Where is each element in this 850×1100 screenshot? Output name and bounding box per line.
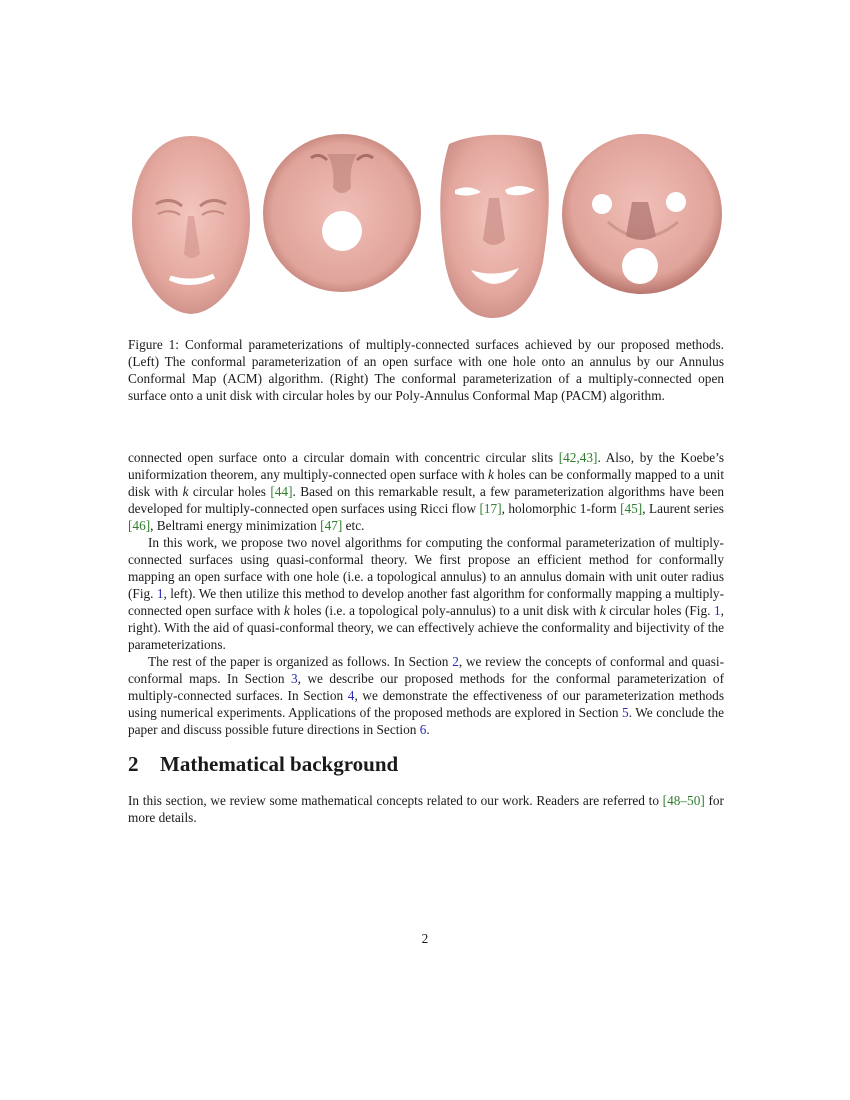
- text-run: for more details.: [128, 793, 724, 825]
- citation-link[interactable]: [17]: [479, 501, 502, 516]
- page-number: 2: [421, 931, 429, 946]
- face-surface-one-hole-image: [128, 132, 254, 316]
- figure-ref-link[interactable]: 1: [714, 603, 721, 618]
- citation-link[interactable]: [48–50]: [662, 793, 705, 808]
- figure-ref-link[interactable]: 1: [156, 586, 164, 601]
- text-run: The rest of the paper is organized as follows. In Section: [148, 654, 453, 669]
- text-run: . Also, by the Koebe’s uniformization theorem, any multiply-connected open surface with: [128, 450, 724, 482]
- text-run: etc.: [342, 518, 365, 533]
- citation-link[interactable]: [47]: [320, 518, 343, 533]
- citation-link[interactable]: [42,: [558, 450, 580, 465]
- text-run: In this work, we propose two novel algorithms for computing the conformal parameterization of multiply-connected surfaces using quasi-conformal theory. We first propose an efficient method for conformally mapping an open surface with one hole (i.e. a topological annulus) to an annulus domain with unit outer radius (Fig.: [128, 535, 724, 601]
- face-surface-multiple-holes-image: [435, 132, 553, 320]
- citation-link[interactable]: [45]: [620, 501, 643, 516]
- figure-1: [128, 132, 724, 320]
- paragraph-3: [128, 653, 724, 738]
- citation-link[interactable]: [44]: [270, 484, 293, 499]
- citation-link[interactable]: 43]: [579, 450, 598, 465]
- text-run: , we describe our proposed methods for the conformal parameterization of multiply-connected surfaces. In Section: [128, 671, 724, 703]
- poly-annulus-map-image: [560, 132, 724, 296]
- text-run: , Laurent series: [642, 501, 724, 516]
- text-run: , right). With the aid of quasi-conformal theory, we can effectively achieve the conformality and bijectivity of the parameterizations.: [128, 603, 724, 652]
- text-run: holes can be conformally mapped to a unit disk with: [128, 467, 725, 499]
- figure-caption: [128, 336, 724, 404]
- figure-caption-text: Conformal parameterizations of multiply-connected surfaces achieved by our proposed methods. (Left) The conformal parameterization of an open surface with one hole onto an annulus by our Annulus Conformal Map (ACM) algorithm. (Right) The conformal parameterization of a multiply-connected open surface onto a unit disk with circular holes by our Poly-Annulus Conformal Map (PACM) algorithm.: [128, 337, 724, 403]
- section-ref-link[interactable]: 5: [622, 705, 629, 720]
- text-run: , left). We then utilize this method to develop another fast algorithm for conformally mapping a multiply-connected open surface with: [128, 586, 724, 618]
- citation-link[interactable]: [46]: [128, 518, 151, 533]
- math-variable: k: [182, 484, 189, 499]
- paragraph-2: [128, 534, 724, 653]
- text-run: , we review the concepts of conformal and quasi-conformal maps. In Section: [128, 654, 724, 686]
- section-ref-link[interactable]: 6: [419, 722, 427, 737]
- text-run: circular holes: [188, 484, 271, 499]
- text-run: connected open surface onto a circular domain with concentric circular slits: [128, 450, 559, 465]
- text-run: , Beltrami energy minimization: [150, 518, 321, 533]
- text-run: . Based on this remarkable result, a few parameterization algorithms have been developed for multiply-connected open surfaces using Ricci flow: [128, 484, 724, 516]
- section-ref-link[interactable]: 3: [290, 671, 298, 686]
- text-run: In this section, we review some mathematical concepts related to our work. Readers are referred to: [128, 793, 663, 808]
- text-run: holes (i.e. a topological poly-annulus) to a unit disk with: [289, 603, 600, 618]
- math-variable: k: [599, 603, 606, 618]
- body-text: [128, 449, 724, 738]
- math-variable: k: [488, 467, 494, 482]
- section-heading: [128, 752, 724, 777]
- section-ref-link[interactable]: 2: [452, 654, 459, 669]
- text-run: , holomorphic 1-form: [501, 501, 621, 516]
- text-run: . We conclude the paper and discuss possible future directions in Section: [128, 705, 725, 737]
- annulus-map-image: [261, 132, 423, 294]
- section-title: Mathematical background: [160, 752, 399, 776]
- math-variable: k: [283, 603, 290, 618]
- text-run: circular holes (Fig.: [605, 603, 715, 618]
- section-ref-link[interactable]: 4: [347, 688, 355, 703]
- text-run: .: [426, 722, 430, 737]
- section-paragraph: [128, 792, 724, 826]
- figure-caption-label: Figure 1:: [128, 337, 180, 352]
- section-number: 2: [128, 752, 139, 776]
- text-run: , we demonstrate the effectiveness of our parameterization methods using numerical experiments. Applications of the proposed methods are explored in Section: [128, 688, 724, 720]
- paragraph-1: [128, 449, 724, 534]
